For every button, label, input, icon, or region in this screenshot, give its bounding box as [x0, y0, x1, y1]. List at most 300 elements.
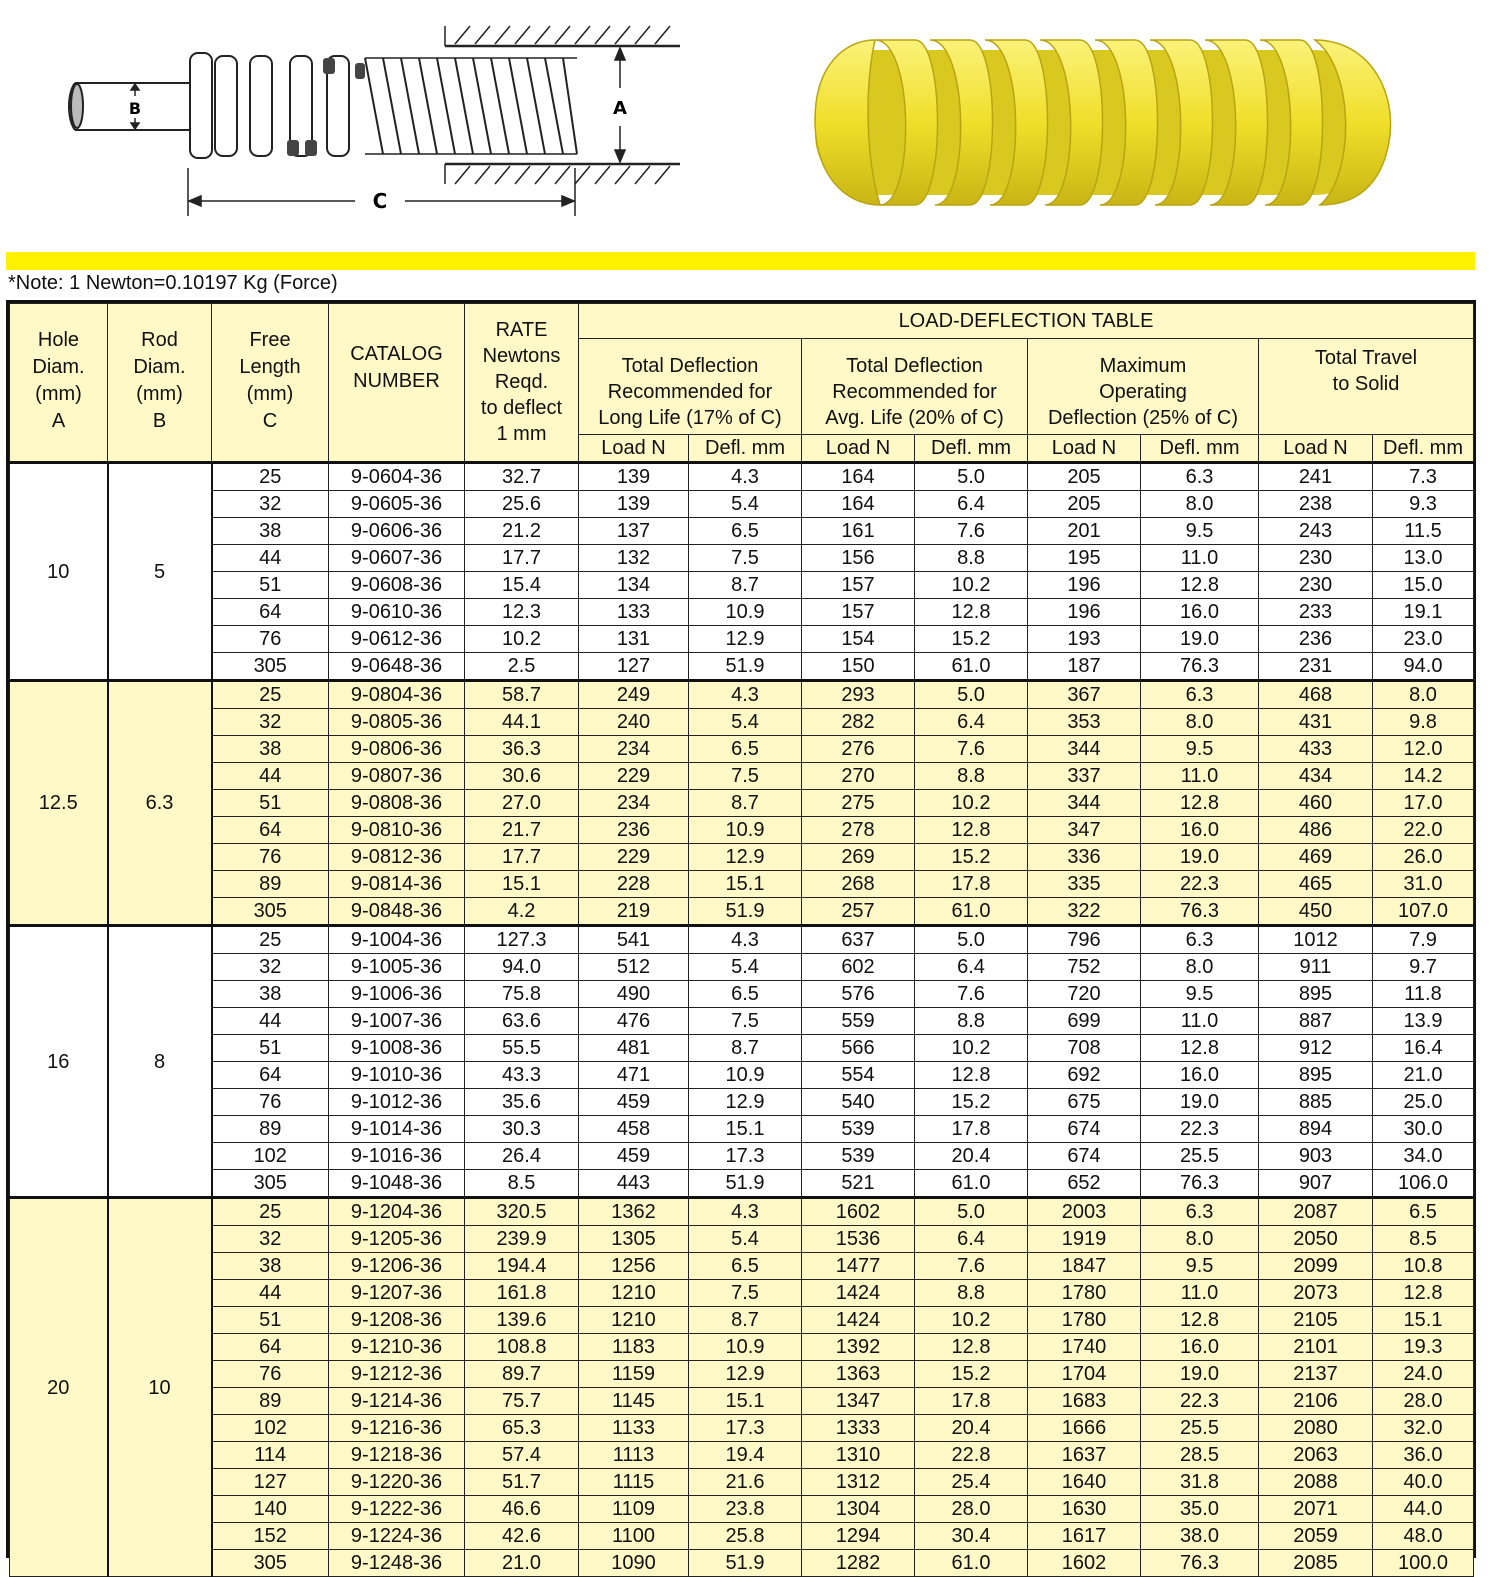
- table-row: [10, 1307, 1474, 1334]
- max-op-defl-cell: 19.0: [1141, 844, 1259, 871]
- travel-defl-cell: 22.0: [1373, 817, 1474, 844]
- rate-cell: 17.7: [465, 844, 579, 871]
- travel-load-cell: 2087: [1259, 1198, 1373, 1226]
- avg-life-load-cell: 156: [802, 545, 915, 572]
- table-body: [10, 463, 1474, 1577]
- catalog-number-cell: 9-0807-36: [329, 763, 465, 790]
- rate-cell: 8.5: [465, 1170, 579, 1198]
- travel-load-cell: 2073: [1259, 1280, 1373, 1307]
- long-life-load-cell: 1305: [579, 1226, 689, 1253]
- avg-life-defl-cell: 15.2: [915, 1361, 1028, 1388]
- avg-life-load-cell: 1602: [802, 1198, 915, 1226]
- avg-life-load-cell: 1333: [802, 1415, 915, 1442]
- rate-cell: 21.7: [465, 817, 579, 844]
- travel-load-cell: 895: [1259, 981, 1373, 1008]
- long-life-defl-cell: 19.4: [689, 1442, 802, 1469]
- travel-defl-cell: 107.0: [1373, 898, 1474, 926]
- catalog-number-cell: 9-0612-36: [329, 626, 465, 653]
- long-life-load-cell: 1113: [579, 1442, 689, 1469]
- travel-defl-cell: 48.0: [1373, 1523, 1474, 1550]
- rate-cell: 12.3: [465, 599, 579, 626]
- max-op-load-cell: 1704: [1028, 1361, 1141, 1388]
- travel-load-cell: 887: [1259, 1008, 1373, 1035]
- header-defl-mm: Defl. mm: [915, 435, 1028, 463]
- catalog-number-cell: 9-1007-36: [329, 1008, 465, 1035]
- rate-cell: 4.2: [465, 898, 579, 926]
- travel-defl-cell: 12.0: [1373, 736, 1474, 763]
- travel-defl-cell: 8.0: [1373, 681, 1474, 709]
- free-length-cell: 305: [212, 1550, 329, 1577]
- travel-defl-cell: 19.3: [1373, 1334, 1474, 1361]
- long-life-defl-cell: 5.4: [689, 1226, 802, 1253]
- catalog-number-cell: 9-0848-36: [329, 898, 465, 926]
- free-length-cell: 44: [212, 1280, 329, 1307]
- long-life-load-cell: 1133: [579, 1415, 689, 1442]
- free-length-cell: 51: [212, 572, 329, 599]
- table-row: [10, 954, 1474, 981]
- travel-defl-cell: 7.9: [1373, 926, 1474, 954]
- long-life-load-cell: 139: [579, 491, 689, 518]
- long-life-defl-cell: 7.5: [689, 545, 802, 572]
- max-op-defl-cell: 22.3: [1141, 1388, 1259, 1415]
- avg-life-load-cell: 637: [802, 926, 915, 954]
- avg-life-defl-cell: 30.4: [915, 1523, 1028, 1550]
- long-life-defl-cell: 4.3: [689, 681, 802, 709]
- long-life-defl-cell: 25.8: [689, 1523, 802, 1550]
- rate-cell: 10.2: [465, 626, 579, 653]
- dimension-a-label: A: [613, 98, 627, 119]
- avg-life-defl-cell: 7.6: [915, 736, 1028, 763]
- max-op-defl-cell: 11.0: [1141, 763, 1259, 790]
- rate-cell: 15.1: [465, 871, 579, 898]
- long-life-defl-cell: 10.9: [689, 599, 802, 626]
- max-op-defl-cell: 76.3: [1141, 1170, 1259, 1198]
- max-op-load-cell: 201: [1028, 518, 1141, 545]
- header-load-deflection-table: LOAD-DEFLECTION TABLE: [579, 304, 1474, 339]
- long-life-load-cell: 132: [579, 545, 689, 572]
- travel-load-cell: 2085: [1259, 1550, 1373, 1577]
- travel-load-cell: 230: [1259, 572, 1373, 599]
- header-free-length: Free Length (mm) C: [212, 304, 329, 463]
- rate-cell: 94.0: [465, 954, 579, 981]
- table-row: [10, 681, 1474, 709]
- rate-cell: 58.7: [465, 681, 579, 709]
- travel-load-cell: 231: [1259, 653, 1373, 681]
- long-life-defl-cell: 6.5: [689, 736, 802, 763]
- header-defl-mm: Defl. mm: [1141, 435, 1259, 463]
- catalog-number-cell: 9-1210-36: [329, 1334, 465, 1361]
- avg-life-load-cell: 540: [802, 1089, 915, 1116]
- max-op-defl-cell: 11.0: [1141, 545, 1259, 572]
- table-row: [10, 1116, 1474, 1143]
- max-op-defl-cell: 12.8: [1141, 790, 1259, 817]
- catalog-number-cell: 9-1048-36: [329, 1170, 465, 1198]
- avg-life-load-cell: 282: [802, 709, 915, 736]
- travel-defl-cell: 15.0: [1373, 572, 1474, 599]
- catalog-number-cell: 9-1220-36: [329, 1469, 465, 1496]
- long-life-load-cell: 228: [579, 871, 689, 898]
- long-life-load-cell: 443: [579, 1170, 689, 1198]
- free-length-cell: 89: [212, 871, 329, 898]
- long-life-load-cell: 1210: [579, 1307, 689, 1334]
- avg-life-defl-cell: 8.8: [915, 763, 1028, 790]
- long-life-defl-cell: 4.3: [689, 1198, 802, 1226]
- long-life-load-cell: 229: [579, 844, 689, 871]
- avg-life-load-cell: 539: [802, 1143, 915, 1170]
- free-length-cell: 89: [212, 1388, 329, 1415]
- travel-defl-cell: 100.0: [1373, 1550, 1474, 1577]
- hole-diam-cell: 10: [10, 463, 108, 681]
- travel-load-cell: 2063: [1259, 1442, 1373, 1469]
- catalog-number-cell: 9-0805-36: [329, 709, 465, 736]
- rate-cell: 35.6: [465, 1089, 579, 1116]
- max-op-load-cell: 652: [1028, 1170, 1141, 1198]
- newton-conversion-note: *Note: 1 Newton=0.10197 Kg (Force): [8, 272, 338, 294]
- header-load-n: Load N: [1259, 435, 1373, 463]
- long-life-defl-cell: 12.9: [689, 1361, 802, 1388]
- max-op-defl-cell: 6.3: [1141, 1198, 1259, 1226]
- rate-cell: 51.7: [465, 1469, 579, 1496]
- avg-life-defl-cell: 15.2: [915, 1089, 1028, 1116]
- max-op-load-cell: 1637: [1028, 1442, 1141, 1469]
- travel-load-cell: 2105: [1259, 1307, 1373, 1334]
- catalog-number-cell: 9-1214-36: [329, 1388, 465, 1415]
- rate-cell: 108.8: [465, 1334, 579, 1361]
- avg-life-load-cell: 1363: [802, 1361, 915, 1388]
- catalog-number-cell: 9-0812-36: [329, 844, 465, 871]
- free-length-cell: 102: [212, 1143, 329, 1170]
- travel-defl-cell: 28.0: [1373, 1388, 1474, 1415]
- long-life-load-cell: 1159: [579, 1361, 689, 1388]
- free-length-cell: 114: [212, 1442, 329, 1469]
- catalog-number-cell: 9-0610-36: [329, 599, 465, 626]
- travel-defl-cell: 13.0: [1373, 545, 1474, 572]
- max-op-defl-cell: 31.8: [1141, 1469, 1259, 1496]
- free-length-cell: 44: [212, 1008, 329, 1035]
- table-row: [10, 1442, 1474, 1469]
- avg-life-defl-cell: 6.4: [915, 1226, 1028, 1253]
- free-length-cell: 25: [212, 681, 329, 709]
- max-op-defl-cell: 76.3: [1141, 898, 1259, 926]
- free-length-cell: 38: [212, 736, 329, 763]
- avg-life-load-cell: 161: [802, 518, 915, 545]
- max-op-defl-cell: 19.0: [1141, 1089, 1259, 1116]
- long-life-load-cell: 229: [579, 763, 689, 790]
- max-op-defl-cell: 8.0: [1141, 491, 1259, 518]
- max-op-load-cell: 692: [1028, 1062, 1141, 1089]
- travel-load-cell: 233: [1259, 599, 1373, 626]
- travel-load-cell: 911: [1259, 954, 1373, 981]
- travel-load-cell: 236: [1259, 626, 1373, 653]
- travel-load-cell: 894: [1259, 1116, 1373, 1143]
- avg-life-load-cell: 157: [802, 572, 915, 599]
- long-life-defl-cell: 15.1: [689, 1388, 802, 1415]
- free-length-cell: 51: [212, 1307, 329, 1334]
- avg-life-defl-cell: 61.0: [915, 1170, 1028, 1198]
- free-length-cell: 64: [212, 1062, 329, 1089]
- avg-life-defl-cell: 6.4: [915, 491, 1028, 518]
- max-op-defl-cell: 76.3: [1141, 1550, 1259, 1577]
- travel-defl-cell: 94.0: [1373, 653, 1474, 681]
- table-row: [10, 1496, 1474, 1523]
- yellow-divider-bar: [6, 252, 1475, 270]
- max-op-defl-cell: 35.0: [1141, 1496, 1259, 1523]
- max-op-load-cell: 353: [1028, 709, 1141, 736]
- travel-load-cell: 912: [1259, 1035, 1373, 1062]
- avg-life-load-cell: 269: [802, 844, 915, 871]
- load-deflection-table: [9, 303, 1474, 1577]
- free-length-cell: 64: [212, 599, 329, 626]
- max-op-defl-cell: 6.3: [1141, 463, 1259, 491]
- table-row: [10, 1143, 1474, 1170]
- max-op-load-cell: 1919: [1028, 1226, 1141, 1253]
- header-catalog-number: CATALOG NUMBER: [329, 304, 465, 463]
- travel-defl-cell: 16.4: [1373, 1035, 1474, 1062]
- max-op-defl-cell: 19.0: [1141, 1361, 1259, 1388]
- table-row: [10, 599, 1474, 626]
- header-defl-mm: Defl. mm: [689, 435, 802, 463]
- travel-defl-cell: 36.0: [1373, 1442, 1474, 1469]
- table-row: [10, 653, 1474, 681]
- max-op-load-cell: 337: [1028, 763, 1141, 790]
- travel-defl-cell: 17.0: [1373, 790, 1474, 817]
- free-length-cell: 64: [212, 817, 329, 844]
- rate-cell: 30.3: [465, 1116, 579, 1143]
- table-row: [10, 898, 1474, 926]
- catalog-number-cell: 9-0604-36: [329, 463, 465, 491]
- long-life-defl-cell: 7.5: [689, 1008, 802, 1035]
- long-life-defl-cell: 12.9: [689, 844, 802, 871]
- long-life-load-cell: 1210: [579, 1280, 689, 1307]
- free-length-cell: 38: [212, 518, 329, 545]
- max-op-defl-cell: 9.5: [1141, 1253, 1259, 1280]
- long-life-defl-cell: 10.9: [689, 817, 802, 844]
- long-life-defl-cell: 12.9: [689, 626, 802, 653]
- avg-life-load-cell: 157: [802, 599, 915, 626]
- table-row: [10, 1415, 1474, 1442]
- travel-load-cell: 230: [1259, 545, 1373, 572]
- long-life-defl-cell: 51.9: [689, 653, 802, 681]
- table-row: [10, 1008, 1474, 1035]
- travel-load-cell: 907: [1259, 1170, 1373, 1198]
- max-op-load-cell: 205: [1028, 491, 1141, 518]
- header-hole-diam: Hole Diam. (mm) A: [10, 304, 108, 463]
- free-length-cell: 38: [212, 981, 329, 1008]
- travel-defl-cell: 9.7: [1373, 954, 1474, 981]
- max-op-defl-cell: 11.0: [1141, 1280, 1259, 1307]
- avg-life-load-cell: 1424: [802, 1307, 915, 1334]
- avg-life-defl-cell: 12.8: [915, 1334, 1028, 1361]
- catalog-number-cell: 9-1005-36: [329, 954, 465, 981]
- rod-diam-cell: 8: [108, 926, 212, 1198]
- travel-defl-cell: 21.0: [1373, 1062, 1474, 1089]
- avg-life-defl-cell: 20.4: [915, 1143, 1028, 1170]
- max-op-load-cell: 322: [1028, 898, 1141, 926]
- travel-defl-cell: 44.0: [1373, 1496, 1474, 1523]
- long-life-load-cell: 459: [579, 1143, 689, 1170]
- avg-life-load-cell: 559: [802, 1008, 915, 1035]
- hole-diam-cell: 20: [10, 1198, 108, 1577]
- table-row: [10, 926, 1474, 954]
- avg-life-defl-cell: 15.2: [915, 626, 1028, 653]
- table-row: [10, 572, 1474, 599]
- table-row: [10, 709, 1474, 736]
- max-op-load-cell: 347: [1028, 817, 1141, 844]
- long-life-load-cell: 541: [579, 926, 689, 954]
- spring-dimension-diagram: [65, 18, 705, 230]
- avg-life-defl-cell: 17.8: [915, 1388, 1028, 1415]
- rod-diam-cell: 5: [108, 463, 212, 681]
- catalog-number-cell: 9-1222-36: [329, 1496, 465, 1523]
- catalog-number-cell: 9-1010-36: [329, 1062, 465, 1089]
- free-length-cell: 305: [212, 1170, 329, 1198]
- avg-life-defl-cell: 61.0: [915, 1550, 1028, 1577]
- long-life-load-cell: 458: [579, 1116, 689, 1143]
- avg-life-load-cell: 164: [802, 491, 915, 518]
- avg-life-defl-cell: 8.8: [915, 545, 1028, 572]
- rate-cell: 43.3: [465, 1062, 579, 1089]
- rate-cell: 17.7: [465, 545, 579, 572]
- max-op-defl-cell: 6.3: [1141, 926, 1259, 954]
- table-row: [10, 871, 1474, 898]
- header-max-operating: Maximum Operating Deflection (25% of C): [1028, 339, 1259, 435]
- rate-cell: 32.7: [465, 463, 579, 491]
- avg-life-defl-cell: 15.2: [915, 844, 1028, 871]
- table-row: [10, 736, 1474, 763]
- header-load-n: Load N: [802, 435, 915, 463]
- long-life-defl-cell: 4.3: [689, 926, 802, 954]
- avg-life-defl-cell: 17.8: [915, 871, 1028, 898]
- table-row: [10, 981, 1474, 1008]
- travel-defl-cell: 9.8: [1373, 709, 1474, 736]
- free-length-cell: 32: [212, 491, 329, 518]
- travel-defl-cell: 7.3: [1373, 463, 1474, 491]
- rate-cell: 89.7: [465, 1361, 579, 1388]
- long-life-load-cell: 459: [579, 1089, 689, 1116]
- max-op-load-cell: 1780: [1028, 1307, 1141, 1334]
- catalog-number-cell: 9-0814-36: [329, 871, 465, 898]
- avg-life-defl-cell: 20.4: [915, 1415, 1028, 1442]
- rate-cell: 65.3: [465, 1415, 579, 1442]
- table-row: [10, 491, 1474, 518]
- avg-life-defl-cell: 12.8: [915, 1062, 1028, 1089]
- travel-load-cell: 434: [1259, 763, 1373, 790]
- long-life-load-cell: 1145: [579, 1388, 689, 1415]
- long-life-defl-cell: 8.7: [689, 1035, 802, 1062]
- header-load-n: Load N: [1028, 435, 1141, 463]
- max-op-defl-cell: 9.5: [1141, 736, 1259, 763]
- max-op-defl-cell: 38.0: [1141, 1523, 1259, 1550]
- max-op-load-cell: 344: [1028, 736, 1141, 763]
- long-life-load-cell: 1256: [579, 1253, 689, 1280]
- avg-life-load-cell: 554: [802, 1062, 915, 1089]
- table-row: [10, 1523, 1474, 1550]
- long-life-defl-cell: 6.5: [689, 1253, 802, 1280]
- catalog-number-cell: 9-0608-36: [329, 572, 465, 599]
- rod-diam-cell: 10: [108, 1198, 212, 1577]
- max-op-load-cell: 1683: [1028, 1388, 1141, 1415]
- hole-diam-cell: 12.5: [10, 681, 108, 926]
- travel-defl-cell: 31.0: [1373, 871, 1474, 898]
- travel-load-cell: 238: [1259, 491, 1373, 518]
- max-op-defl-cell: 25.5: [1141, 1415, 1259, 1442]
- avg-life-defl-cell: 6.4: [915, 954, 1028, 981]
- rod-diam-cell: 6.3: [108, 681, 212, 926]
- avg-life-defl-cell: 17.8: [915, 1116, 1028, 1143]
- max-op-defl-cell: 22.3: [1141, 1116, 1259, 1143]
- travel-defl-cell: 23.0: [1373, 626, 1474, 653]
- travel-defl-cell: 19.1: [1373, 599, 1474, 626]
- travel-defl-cell: 13.9: [1373, 1008, 1474, 1035]
- max-op-defl-cell: 28.5: [1141, 1442, 1259, 1469]
- travel-defl-cell: 24.0: [1373, 1361, 1474, 1388]
- long-life-load-cell: 1090: [579, 1550, 689, 1577]
- max-op-defl-cell: 16.0: [1141, 1062, 1259, 1089]
- catalog-number-cell: 9-0804-36: [329, 681, 465, 709]
- header-total-travel: Total Travel to Solid: [1259, 339, 1474, 435]
- avg-life-load-cell: 539: [802, 1116, 915, 1143]
- max-op-defl-cell: 11.0: [1141, 1008, 1259, 1035]
- free-length-cell: 25: [212, 926, 329, 954]
- catalog-number-cell: 9-1205-36: [329, 1226, 465, 1253]
- long-life-load-cell: 137: [579, 518, 689, 545]
- travel-defl-cell: 11.5: [1373, 518, 1474, 545]
- avg-life-load-cell: 1392: [802, 1334, 915, 1361]
- max-op-defl-cell: 9.5: [1141, 518, 1259, 545]
- header-avg-life: Total Deflection Recommended for Avg. Life (20% of C): [802, 339, 1028, 435]
- table-row: [10, 518, 1474, 545]
- rate-cell: 30.6: [465, 763, 579, 790]
- table-row: [10, 1469, 1474, 1496]
- travel-defl-cell: 40.0: [1373, 1469, 1474, 1496]
- free-length-cell: 32: [212, 954, 329, 981]
- max-op-load-cell: 674: [1028, 1116, 1141, 1143]
- rate-cell: 194.4: [465, 1253, 579, 1280]
- avg-life-load-cell: 293: [802, 681, 915, 709]
- max-op-defl-cell: 6.3: [1141, 681, 1259, 709]
- travel-load-cell: 1012: [1259, 926, 1373, 954]
- travel-defl-cell: 11.8: [1373, 981, 1474, 1008]
- avg-life-defl-cell: 61.0: [915, 898, 1028, 926]
- avg-life-load-cell: 1294: [802, 1523, 915, 1550]
- header-long-life: Total Deflection Recommended for Long Life (17% of C): [579, 339, 802, 435]
- avg-life-defl-cell: 7.6: [915, 1253, 1028, 1280]
- avg-life-defl-cell: 7.6: [915, 518, 1028, 545]
- travel-load-cell: 885: [1259, 1089, 1373, 1116]
- long-life-defl-cell: 4.3: [689, 463, 802, 491]
- avg-life-defl-cell: 5.0: [915, 681, 1028, 709]
- long-life-load-cell: 481: [579, 1035, 689, 1062]
- max-op-load-cell: 367: [1028, 681, 1141, 709]
- rate-cell: 21.0: [465, 1550, 579, 1577]
- free-length-cell: 32: [212, 1226, 329, 1253]
- max-op-defl-cell: 25.5: [1141, 1143, 1259, 1170]
- max-op-defl-cell: 12.8: [1141, 1035, 1259, 1062]
- avg-life-load-cell: 257: [802, 898, 915, 926]
- travel-defl-cell: 30.0: [1373, 1116, 1474, 1143]
- long-life-load-cell: 236: [579, 817, 689, 844]
- catalog-number-cell: 9-0606-36: [329, 518, 465, 545]
- max-op-load-cell: 205: [1028, 463, 1141, 491]
- long-life-load-cell: 476: [579, 1008, 689, 1035]
- travel-load-cell: 450: [1259, 898, 1373, 926]
- travel-defl-cell: 8.5: [1373, 1226, 1474, 1253]
- avg-life-defl-cell: 25.4: [915, 1469, 1028, 1496]
- max-op-load-cell: 796: [1028, 926, 1141, 954]
- free-length-cell: 51: [212, 790, 329, 817]
- max-op-load-cell: 1602: [1028, 1550, 1141, 1577]
- header-load-n: Load N: [579, 435, 689, 463]
